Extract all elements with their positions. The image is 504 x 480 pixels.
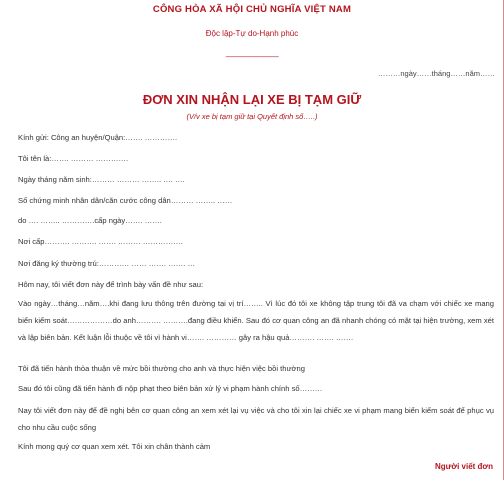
field-thuong-tru: Nơi đăng ký thường trú:………… …… ……. ……. … [18,259,196,268]
nation-heading: CÔNG HÒA XÃ HỘI CHỦ NGHĨA VIỆT NAM [152,4,352,15]
field-kinh-gui: Kính gửi: Công an huyện/Quận:……. …………. [18,133,178,142]
signature-label: Người viết đơn [434,462,493,471]
field-do: do …. …….. ………….cấp ngày……. ……. [18,216,162,225]
field-trinh-bay: Hôm nay, tôi viết đơn này để trình bày vấn đề như sau: [18,280,204,289]
paragraph-incident: Vào ngày…tháng…năm….khi đang lưu thông trên đường tại vị trí…….. Vì lúc đó tôi xe không tập trung tôi đã va chạm với chiếc xe mang biển kiểm soát………………do anh………. ……….đang điều khiển. Sau đó cơ quan công an đã nhanh chóng có mặt tại hiện trường, xem xét và lập biên bản. Kết luận lỗi thuộc về tôi vì hành vi……. ………… gây ra hậu quả………. ……. ……. [18,299,494,342]
field-ten: Tôi tên là:……. ……… …………. [18,154,129,163]
paragraph-closing: Kính mong quý cơ quan xem xét. Tôi xin chân thành cảm [18,442,211,451]
field-cmnd: Số chứng minh nhân dân/căn cước công dân……… …….. …… [18,196,233,205]
heading-rule: ——————— [225,52,279,61]
paragraph-request: Nay tôi viết đơn này để đề nghị bên cơ quan công an xem xét lại vụ việc và cho tôi xin lại chiếc xe vi phạm mang biển kiểm soát để phục vụ cho nhu cầu cuộc sống [18,406,494,432]
field-noi-cap: Nơi cấp………. ………. ……. ……… ……………. [18,237,183,246]
paragraph-compensation: Tôi đã tiến hành thỏa thuận về mức bồi thường cho anh và thực hiện việc bồi thường [18,364,305,373]
field-ngay-sinh: Ngày tháng năm sinh:……… ……… …….. …. …. [18,175,185,184]
document-subtitle: (V/v xe bị tạm giữ tại Quyết định số…..) [186,112,318,121]
document-title: ĐƠN XIN NHẬN LẠI XE BỊ TẠM GIỮ [142,92,362,107]
paragraph-fine: Sau đó tôi cũng đã tiến hành đi nộp phạt theo biên bản xử lý vi phạm hành chính số……… [18,384,323,393]
motto-heading: Độc lập-Tự do-Hạnh phúc [205,29,299,38]
date-line: ………ngày……tháng……năm…… [377,69,495,78]
